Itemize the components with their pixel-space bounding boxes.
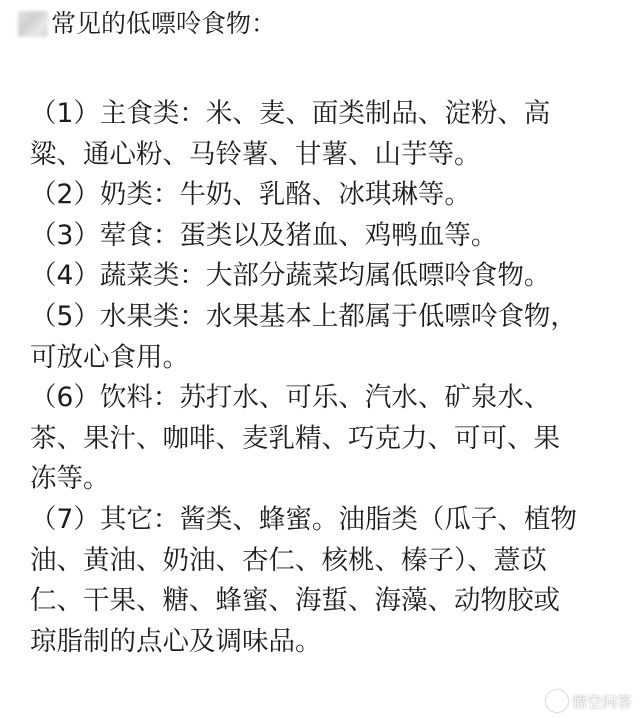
list-item-vegetables	[30, 256, 620, 297]
list-item-fruits	[30, 297, 620, 378]
watermark-text: 悟空问答	[571, 692, 632, 711]
list-line: 仁、干果、糖、蜂蜜、海蜇、海藻、动物胶或	[30, 585, 560, 617]
blurred-marker-icon	[18, 11, 48, 37]
document-title: 常见的低嘌呤食物：	[51, 9, 277, 38]
list-line: 可放心食用。	[30, 341, 189, 373]
list-item-staple	[30, 94, 620, 175]
list-item-dairy	[30, 175, 620, 216]
list-item-meat	[30, 216, 620, 257]
list-line: 冻等。	[30, 463, 110, 495]
list-line: 油、黄油、奶油、杏仁、核桃、榛子）、薏苡	[30, 544, 547, 576]
list-line: （2）奶类：牛奶、乳酪、冰琪琳等。	[30, 179, 471, 211]
watermark	[546, 690, 632, 712]
list-line: （3）荤食：蛋类以及猪血、鸡鸭血等。	[30, 219, 498, 251]
food-list	[30, 94, 620, 662]
list-line: （1）主食类：米、麦、面类制品、淀粉、高	[30, 98, 551, 129]
list-line: （5）水果类：水果基本上都属于低嘌呤食物，	[30, 300, 577, 332]
list-line: （7）其它：酱类、蜂蜜。油脂类（瓜子、植物	[30, 503, 577, 535]
list-item-others	[30, 500, 620, 662]
list-line: 茶、果汁、咖啡、麦乳精、巧克力、可可、果	[30, 422, 560, 454]
list-line: 琼脂制的点心及调味品。	[30, 625, 322, 657]
title-row	[18, 6, 276, 42]
list-line: （6）饮料：苏打水、可乐、汽水、矿泉水、	[30, 382, 551, 414]
list-line: （4）蔬菜类：大部分蔬菜均属低嘌呤食物。	[30, 260, 551, 292]
list-item-drinks	[30, 378, 620, 500]
list-line: 粱、通心粉、马铃薯、甘薯、山芋等。	[30, 138, 481, 170]
wukong-logo-icon	[546, 690, 568, 712]
